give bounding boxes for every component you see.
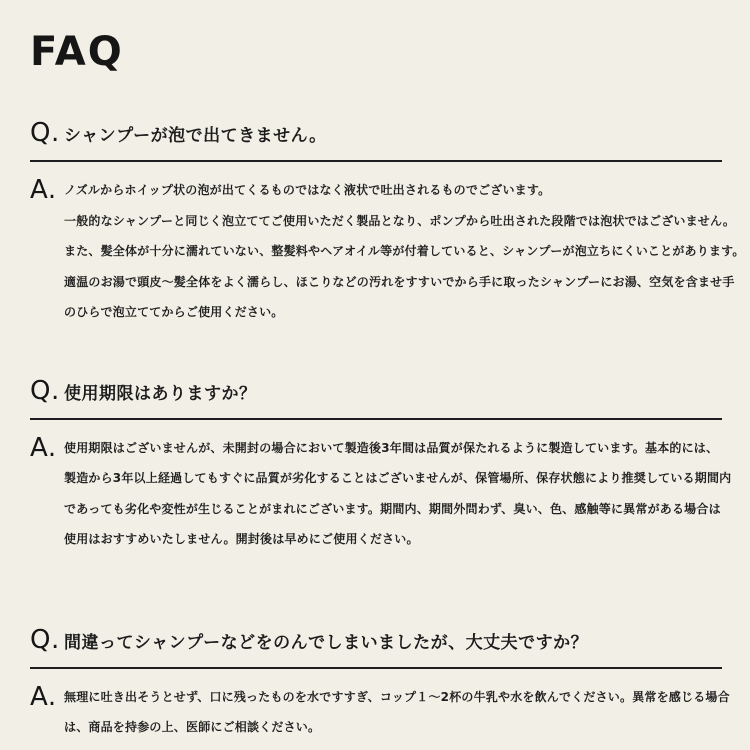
question-row bbox=[30, 625, 722, 655]
faq-item bbox=[30, 118, 745, 328]
answer-text bbox=[64, 433, 731, 555]
answer-row bbox=[30, 432, 732, 555]
question-text: 使用期限はありますか？ bbox=[64, 383, 257, 404]
answer-text bbox=[64, 682, 730, 743]
page-title: FAQ bbox=[30, 29, 124, 75]
answer-prefix: A. bbox=[30, 432, 57, 463]
answer-line: ノズルからホイップ状の泡が出てくるものではなく液状で吐出されるものでございます。 bbox=[64, 183, 551, 197]
question-text: シャンプーが泡で出てきません。 bbox=[64, 126, 327, 146]
divider bbox=[30, 160, 722, 162]
answer-line: 適温のお湯で頭皮〜髪全体をよく濡らし、ほこりなどの汚れをすすいでから手に取ったシャンプーにお湯、空気を含ませ手 bbox=[64, 274, 735, 289]
question-row bbox=[30, 118, 722, 148]
answer-line: 製造から3年以上経過してもすぐに品質が劣化することはございませんが、保管場所、保存状態により推奨している期間内 bbox=[64, 471, 732, 485]
faq-item bbox=[30, 375, 732, 555]
faq-item bbox=[30, 624, 730, 743]
divider bbox=[30, 667, 722, 669]
answer-row bbox=[30, 681, 730, 743]
answer-text bbox=[64, 175, 745, 328]
answer-line: 無理に吐き出そうとせず、口に残ったものを水ですすぎ、コップ１〜2杯の牛乳や水を飲んでください。異常を感じる場合 bbox=[64, 689, 730, 704]
answer-line: 一般的なシャンプーと同じく泡立ててご使用いただく製品となり、ポンプから吐出された段階では泡状ではございません。 bbox=[64, 213, 736, 228]
answer-line: 使用はおすすめいたしません。開封後は早めにご使用ください。 bbox=[64, 532, 419, 546]
question-prefix: Q. bbox=[30, 624, 60, 655]
answer-row bbox=[30, 175, 745, 328]
answer-prefix: A. bbox=[30, 681, 57, 712]
answer-prefix: A. bbox=[30, 175, 57, 205]
answer-line: また、髪全体が十分に濡れていない、整髪料やヘアオイル等が付着していると、シャンプーが泡立ちにくいことがあります。 bbox=[64, 244, 745, 258]
question-row bbox=[30, 376, 722, 406]
answer-line: は、商品を持参の上、医師にご相談ください。 bbox=[64, 720, 321, 734]
divider bbox=[30, 418, 722, 420]
question-text: 間違ってシャンプーなどをのんでしまいましたが、大丈夫ですか？ bbox=[64, 632, 589, 653]
answer-line: のひらで泡立ててからご使用ください。 bbox=[64, 305, 284, 319]
answer-line: 使用期限はございませんが、未開封の場合において製造後3年間は品質が保たれるように製造しています。基本的には、 bbox=[64, 440, 719, 455]
answer-line: であっても劣化や変性が生じることがまれにございます。期間内、期間外問わず、臭い、色、感触等に異常がある場合は bbox=[64, 501, 721, 516]
question-prefix: Q. bbox=[30, 118, 60, 148]
question-prefix: Q. bbox=[30, 375, 60, 406]
